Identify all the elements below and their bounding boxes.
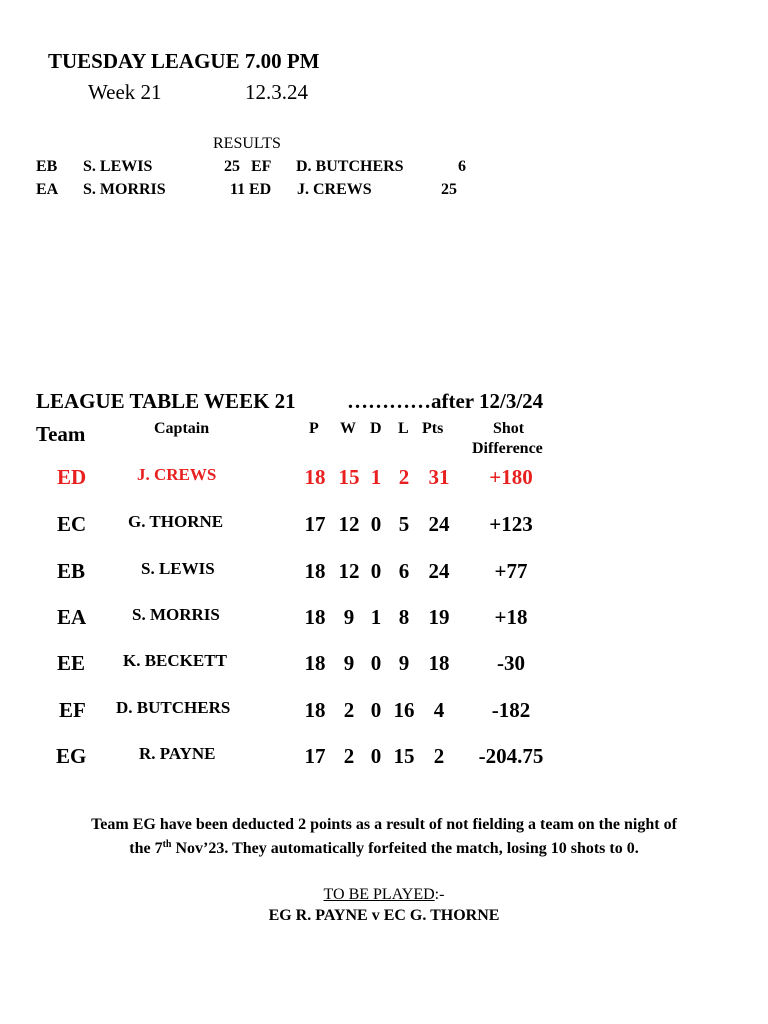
row-team: EG [56,744,87,768]
row-captain: K. BECKETT [123,651,227,670]
row-lost: 8 [398,605,410,629]
row-lost: 2 [398,465,410,489]
row-captain: J. CREWS [137,465,217,484]
to-be-played-suffix: :- [434,886,445,903]
header-won: W [340,420,356,437]
row-team: EF [59,698,86,722]
result-home-team: EA [36,181,59,198]
header-shot: Shot [493,420,525,437]
to-be-played-label: TO BE PLAYED [323,886,435,903]
row-lost: 16 [393,698,415,722]
result-home-score: 25 [224,158,240,175]
header-captain: Captain [154,420,210,437]
results-heading: RESULTS [213,135,281,152]
row-team: EA [57,605,87,629]
note-line-2-end: Nov’23. They automatically forfeited the match, losing 10 shots to 0. [171,840,639,857]
note-line-2-start: the 7 [129,840,163,857]
row-drawn: 0 [370,559,382,583]
result-away-captain: J. CREWS [297,181,372,198]
row-lost: 9 [398,651,410,675]
deduction-note [0,813,768,861]
row-drawn: 0 [370,744,382,768]
row-shot-diff: +180 [489,465,533,489]
result-home-score: 11 [230,181,246,198]
row-team: EE [57,651,86,675]
row-points: 31 [428,465,450,489]
row-played: 17 [304,744,326,768]
week-label: Week 21 [88,80,162,104]
week-date: 12.3.24 [245,80,308,104]
row-team: EB [57,559,86,583]
row-points: 24 [428,512,450,536]
note-line-2 [0,837,768,861]
row-shot-diff: -30 [497,651,525,675]
note-line-1: Team EG have been deducted 2 points as a result of not fielding a team on the night of [91,816,677,833]
row-captain: S. LEWIS [141,559,215,578]
row-drawn: 0 [370,651,382,675]
result-home-captain: S. MORRIS [83,181,166,198]
row-drawn: 1 [370,605,382,629]
row-won: 2 [343,698,355,722]
row-points: 19 [428,605,450,629]
row-played: 17 [304,512,326,536]
row-won: 15 [338,465,360,489]
row-captain: R. PAYNE [139,744,216,763]
result-away-team: EF [251,158,272,175]
header-points: Pts [422,420,444,437]
row-shot-diff: +18 [494,605,528,629]
row-captain: D. BUTCHERS [116,698,231,717]
row-drawn: 0 [370,698,382,722]
upcoming-fixture: EG R. PAYNE v EC G. THORNE [268,907,500,924]
league-table-title: LEAGUE TABLE WEEK 21 [36,389,296,413]
row-captain: S. MORRIS [132,605,220,624]
row-played: 18 [304,559,326,583]
row-shot-diff: -204.75 [478,744,544,768]
result-away-team: ED [249,181,272,198]
row-won: 12 [338,559,360,583]
row-played: 18 [304,465,326,489]
result-away-score: 25 [441,181,457,198]
row-points: 2 [433,744,445,768]
league-table-after: …………after 12/3/24 [347,389,544,413]
row-points: 18 [428,651,450,675]
result-home-team: EB [36,158,58,175]
row-won: 9 [343,651,355,675]
row-lost: 6 [398,559,410,583]
row-won: 2 [343,744,355,768]
row-won: 9 [343,605,355,629]
row-points: 4 [433,698,445,722]
row-team: EC [57,512,87,536]
result-home-captain: S. LEWIS [83,158,153,175]
row-won: 12 [338,512,360,536]
row-lost: 5 [398,512,410,536]
row-lost: 15 [393,744,415,768]
row-shot-diff: +123 [489,512,533,536]
row-team: ED [57,465,87,489]
header-drawn: D [370,420,382,437]
row-played: 18 [304,698,326,722]
row-played: 18 [304,605,326,629]
page-title: TUESDAY LEAGUE 7.00 PM [48,49,320,73]
header-lost: L [398,420,409,437]
row-shot-diff: +77 [494,559,528,583]
result-away-captain: D. BUTCHERS [296,158,404,175]
to-be-played-heading [0,886,768,904]
row-shot-diff: -182 [491,698,531,722]
row-played: 18 [304,651,326,675]
row-drawn: 0 [370,512,382,536]
row-captain: G. THORNE [128,512,224,531]
note-ordinal: th [162,839,172,850]
result-away-score: 6 [458,158,466,175]
row-drawn: 1 [370,465,382,489]
header-played: P [309,420,319,437]
header-team: Team [36,422,86,446]
header-difference: Difference [472,440,543,457]
row-points: 24 [428,559,450,583]
